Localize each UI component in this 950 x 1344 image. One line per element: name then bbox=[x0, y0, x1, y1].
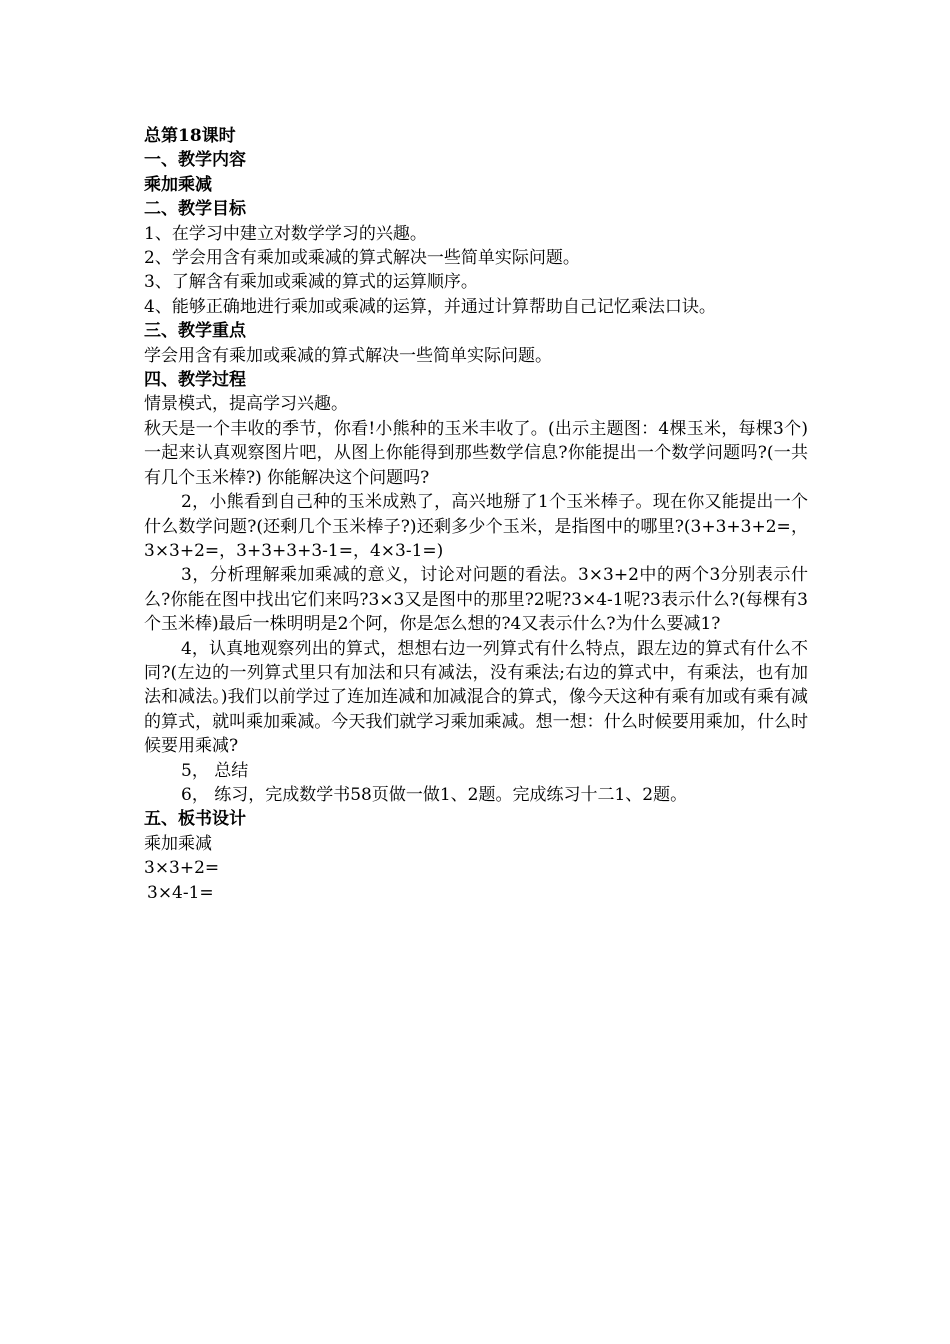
process-paragraph: 3，分析理解乘加乘减的意义，讨论对问题的看法。3×3+2中的两个3分别表示什么?你能在图中找出它们来吗?3×3又是图中的那里?2呢?3×4-1呢?3表示什么?(每棵有3个玉米棒)最后一株明明是2个阿，你是怎么想的?4又表示什么?为什么要减1? bbox=[144, 565, 808, 635]
lesson-topic: 乘加乘减 bbox=[144, 174, 212, 195]
process-paragraph: 5， 总结 bbox=[181, 760, 249, 781]
process-paragraph: 6， 练习，完成数学书58页做一做1、2题。完成练习十二1、2题。 bbox=[181, 784, 688, 805]
section-heading-process: 四、教学过程 bbox=[144, 370, 246, 391]
process-paragraph: 4，认真地观察列出的算式，想想右边一列算式有什么特点，跟左边的算式有什么不同?(左边的一列算式里只有加法和只有减法，没有乘法;右边的算式中，有乘法，也有加法和减法。)我们以前学过了连加连减和加减混合的算式，像今天这种有乘有加或有乘有减的算式，就叫乘加乘减。今天我们就学习乘加乘减。想一想：什么时候要用乘加，什么时候要用乘减? bbox=[144, 638, 808, 757]
goal-item: 2、学会用含有乘加或乘减的算式解决一些简单实际问题。 bbox=[144, 248, 580, 269]
key-point-text: 学会用含有乘加或乘减的算式解决一些简单实际问题。 bbox=[144, 345, 552, 366]
section-heading-board: 五、板书设计 bbox=[144, 809, 246, 830]
process-paragraph: 2，小熊看到自己种的玉米成熟了，高兴地掰了1个玉米棒子。现在你又能提出一个什么数学问题?(还剩几个玉米棒子?)还剩多少个玉米，是指图中的哪里?(3+3+3+2=，3×3+2=，3+3+3+3-1=，4×3-1=) bbox=[144, 492, 808, 561]
goal-item: 3、了解含有乘加或乘减的算式的运算顺序。 bbox=[144, 272, 478, 293]
lesson-title: 总第18课时 bbox=[144, 126, 236, 146]
board-line: 3×4-1= bbox=[147, 882, 214, 903]
goal-item: 4、能够正确地进行乘加或乘减的运算，并通过计算帮助自己记忆乘法口诀。 bbox=[144, 296, 716, 317]
board-line: 3×3+2= bbox=[144, 858, 220, 879]
process-paragraph: 秋天是一个丰收的季节，你看!小熊种的玉米丰收了。(出示主题图：4棵玉米，每棵3个)一起来认真观察图片吧，从图上你能得到那些数学信息?你能提出一个数学问题吗?(一共有几个玉米棒?) 你能解决这个问题吗? bbox=[144, 418, 808, 488]
section-heading-key-point: 三、教学重点 bbox=[144, 321, 246, 342]
section-heading-goals: 二、教学目标 bbox=[144, 199, 246, 220]
process-paragraph: 情景模式，提高学习兴趣。 bbox=[144, 394, 348, 415]
section-heading-content: 一、教学内容 bbox=[144, 150, 246, 171]
lesson-plan bbox=[144, 124, 808, 905]
goal-item: 1、在学习中建立对数学学习的兴趣。 bbox=[144, 223, 427, 244]
board-line: 乘加乘减 bbox=[144, 833, 212, 854]
